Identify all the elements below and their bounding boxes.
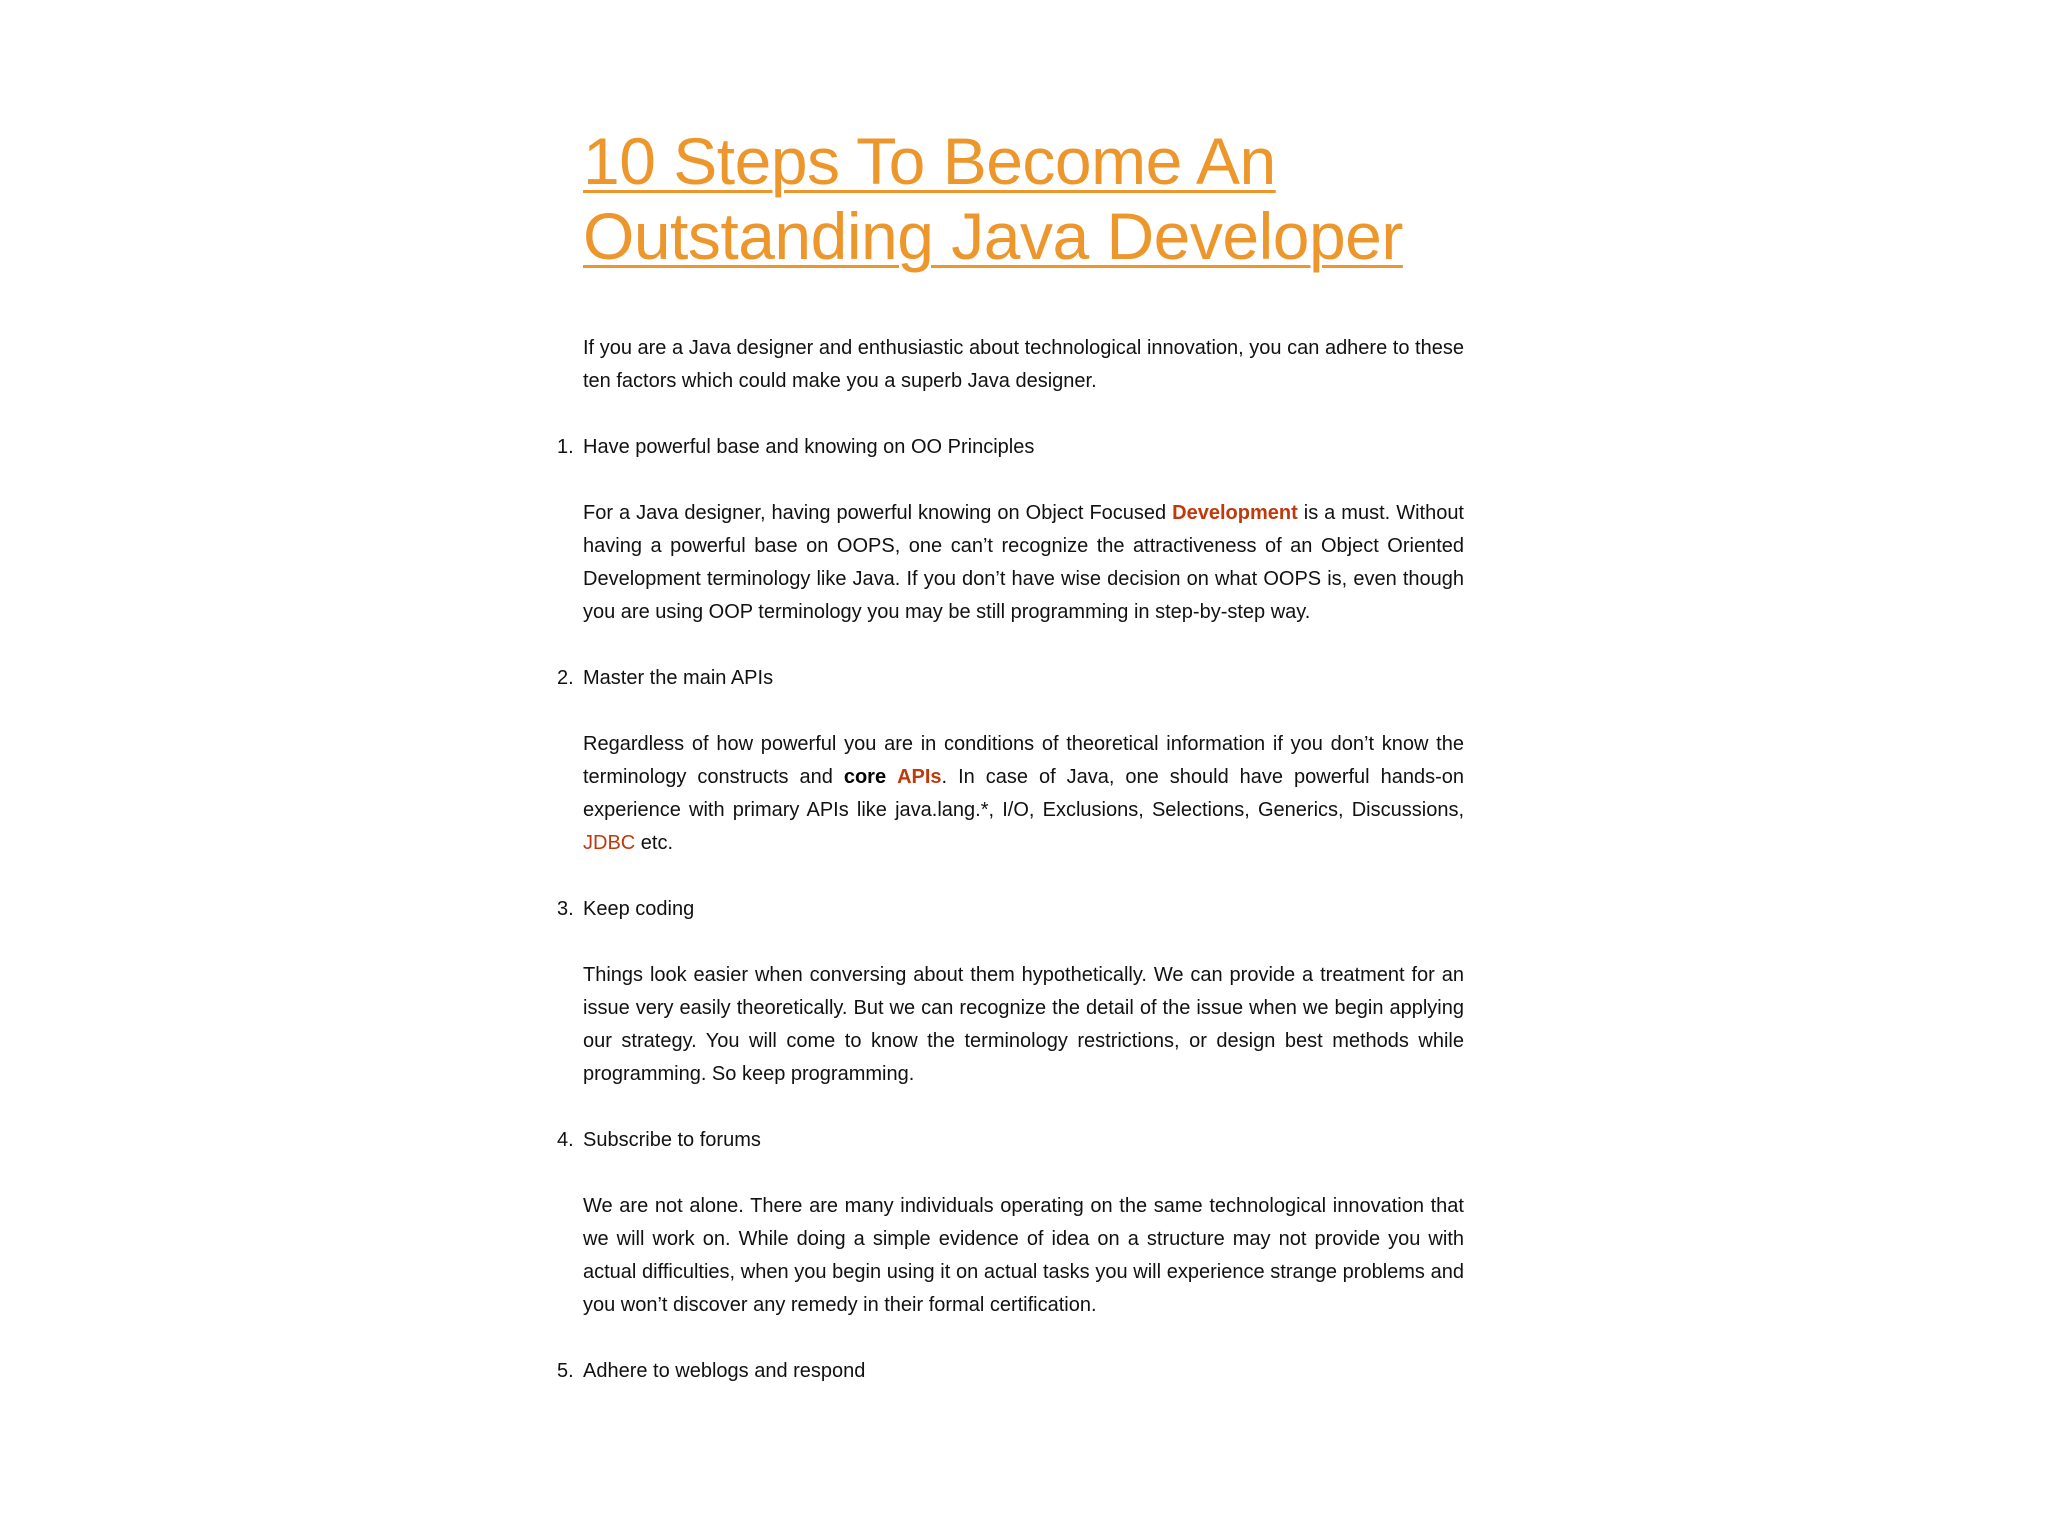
step-paragraph-1-text-a: For a Java designer, having powerful knowing on Object Focused xyxy=(583,502,1173,524)
article-content xyxy=(557,124,1464,1388)
step-heading-5 xyxy=(557,1355,1464,1388)
step-heading-2 xyxy=(557,662,1464,695)
step-number-5: 5. xyxy=(557,1360,574,1382)
step-item-5 xyxy=(557,1355,1464,1388)
step-paragraph-1 xyxy=(583,497,1464,629)
step-heading-text-4: Subscribe to forums xyxy=(583,1129,761,1151)
step-item-2 xyxy=(557,662,1464,860)
step-heading-3 xyxy=(557,893,1464,926)
core-bold-text: core xyxy=(843,766,887,788)
step-paragraph-2-text-a: Regardless of how powerful you are in conditions of theoretical information if you don’t know the terminology constructs and xyxy=(583,733,1464,788)
step-heading-4 xyxy=(557,1124,1464,1157)
step-number-4: 4. xyxy=(557,1129,574,1151)
jdbc-link[interactable]: JDBC xyxy=(583,832,636,854)
step-number-3: 3. xyxy=(557,898,574,920)
intro-paragraph: If you are a Java designer and enthusiastic about technological innovation, you can adhere to these ten factors which could make you a superb Java designer. xyxy=(583,337,1464,392)
step-paragraph-3: Things look easier when conversing about them hypothetically. We can provide a treatment for an issue very easily theoretically. But we can recognize the detail of the issue when we begin applying our strategy. You will come to know the terminology restrictions, or design best methods while programming. So keep programming. xyxy=(583,964,1464,1085)
step-heading-1 xyxy=(557,431,1464,464)
step-paragraph-1-text-b: is a must. Without having a powerful base on OOPS, one can’t recognize the attractiveness of an Object Oriented Development terminology like Java. If you don’t have wise decision on what OOPS is, even though you are using OOP terminology you may be still programming in step-by-step way. xyxy=(583,502,1464,623)
step-heading-text-5: Adhere to weblogs and respond xyxy=(583,1360,866,1382)
step-paragraph-2-text-c: etc. xyxy=(635,832,674,854)
step-paragraph-2-text-b: . In case of Java, one should have powerful hands-on experience with primary APIs like java.lang.*, I/O, Exclusions, Selections, Generics, Discussions, xyxy=(583,766,1464,821)
step-heading-text-1: Have powerful base and knowing on OO Principles xyxy=(583,436,1035,458)
step-paragraph-2 xyxy=(583,728,1464,860)
step-item-3 xyxy=(557,893,1464,1091)
apis-link[interactable]: APIs xyxy=(897,766,942,788)
step-item-1 xyxy=(557,431,1464,629)
steps-list xyxy=(557,431,1464,1388)
step-heading-text-3: Keep coding xyxy=(583,898,695,920)
step-heading-text-2: Master the main APIs xyxy=(583,667,774,689)
step-number-1: 1. xyxy=(557,436,574,458)
step-item-4 xyxy=(557,1124,1464,1322)
step-paragraph-4: We are not alone. There are many individuals operating on the same technological innovation that we will work on. While doing a simple evidence of idea on a structure may not provide you with actual difficulties, when you begin using it on actual tasks you will experience strange problems and you won’t discover any remedy in their formal certification. xyxy=(583,1195,1464,1316)
step-number-2: 2. xyxy=(557,667,574,689)
development-link[interactable]: Development xyxy=(1172,502,1298,524)
article-title[interactable]: 10 Steps To Become An Outstanding Java Developer xyxy=(583,124,1403,273)
